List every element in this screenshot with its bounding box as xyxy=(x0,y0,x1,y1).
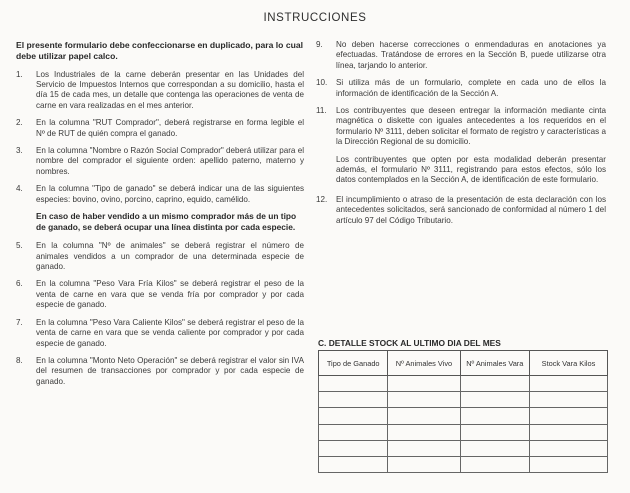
instruction-number: 12. xyxy=(316,194,328,204)
instruction-number: 4. xyxy=(16,184,23,194)
stock-cell[interactable] xyxy=(460,392,529,408)
instruction-number: 1. xyxy=(16,69,23,79)
instruction-text: El incumplimiento o atraso de la presentación de esta declaración con los antecedentes solicitados, será sancionado de conformidad al número 1 del artículo 97 del Código Tributario. xyxy=(336,194,606,225)
stock-cell[interactable] xyxy=(460,424,529,440)
stock-row xyxy=(319,456,608,472)
stock-cell[interactable] xyxy=(388,440,460,456)
instruction-number: 8. xyxy=(16,355,23,365)
stock-cell[interactable] xyxy=(388,408,460,424)
stock-cell[interactable] xyxy=(319,440,388,456)
instruction-item xyxy=(16,146,304,177)
stock-cell[interactable] xyxy=(529,456,607,472)
header-stock-vara-kilos: Stock Vara Kilos xyxy=(529,351,607,376)
instruction-text: Los contribuyentes que deseen entregar la información mediante cinta magnética o diskette con iguales antecedentes a los requeridos en el formulario Nº 3111, deben solicitar el formato de registro y características a la Dirección Regional de su domicilio. xyxy=(336,106,606,147)
stock-cell[interactable] xyxy=(388,392,460,408)
instruction-text: Los Industriales de la carne deberán presentar en las Unidades del Servicio de Impuestos Internos que correspondan a su domicilio, hasta el día 15 de cada mes, un detalle que contenga las operaciones de venta de carne en vara realizadas en el mes anterior. xyxy=(36,69,304,110)
stock-cell[interactable] xyxy=(319,456,388,472)
stock-cell[interactable] xyxy=(388,424,460,440)
instruction-number: 7. xyxy=(16,317,23,327)
instruction-number: 6. xyxy=(16,279,23,289)
instruction-item xyxy=(16,241,304,272)
instruction-text: En la columna "RUT Comprador", deberá registrarse en forma legible el Nº de RUT de quién compra el ganado. xyxy=(36,118,304,138)
instructions-left-column xyxy=(16,40,304,394)
instruction-item xyxy=(16,70,304,112)
stock-section-title: C. DETALLE STOCK AL ULTIMO DIA DEL MES xyxy=(318,338,501,348)
stock-cell[interactable] xyxy=(460,456,529,472)
instruction-item xyxy=(16,118,304,139)
stock-cell[interactable] xyxy=(529,376,607,392)
instruction-text: Si utiliza más de un formulario, complete en cada uno de ellos la información de identificación de la Sección A. xyxy=(336,78,606,98)
stock-row xyxy=(319,376,608,392)
stock-row xyxy=(319,424,608,440)
instruction-text: No deben hacerse correcciones o enmendaduras en anotaciones ya efectuadas. Tratándose de errores en la Sección B, puede utilizarse otra línea, tarjando lo anterior. xyxy=(336,40,606,70)
instruction-text: En la columna "Tipo de ganado" se deberá indicar una de las siguientes especies: bovino, ovino, porcino, caprino, equido, camélido. xyxy=(36,184,304,204)
instruction-item xyxy=(16,318,304,349)
intro-text: El presente formulario debe confeccionarse en duplicado, para lo cual debe utilizar papel calco. xyxy=(16,40,304,61)
stock-cell[interactable] xyxy=(460,440,529,456)
stock-cell[interactable] xyxy=(529,408,607,424)
instruction-item xyxy=(316,195,606,226)
stock-cell[interactable] xyxy=(319,376,388,392)
stock-cell[interactable] xyxy=(529,440,607,456)
stock-cell[interactable] xyxy=(319,408,388,424)
stock-row xyxy=(319,440,608,456)
instruction-number: 9. xyxy=(316,40,323,49)
stock-cell[interactable] xyxy=(319,424,388,440)
stock-cell[interactable] xyxy=(529,392,607,408)
stock-cell[interactable] xyxy=(529,424,607,440)
instruction-item xyxy=(316,78,606,99)
instruction-number: 3. xyxy=(16,146,23,156)
stock-table xyxy=(318,350,608,473)
instruction-text: En la columna "Nº de animales" se deberá registrar el número de animales vendidos a un comprador de una determinada especie de ganado. xyxy=(36,241,304,272)
instruction-list xyxy=(16,241,304,387)
instruction-number: 10. xyxy=(316,78,328,88)
species-note: En caso de haber vendido a un mismo comprador más de un tipo de ganado, se deberá ocupar una línea distinta por cada especie. xyxy=(36,211,297,232)
stock-cell[interactable] xyxy=(460,376,529,392)
stock-cell[interactable] xyxy=(388,456,460,472)
instruction-text: En la columna "Peso Vara Fría Kilos" se deberá registrar el peso de la venta de carne en vara que se venda fría por comprador y por cada especie de ganado. xyxy=(36,279,304,310)
instruction-number: 5. xyxy=(16,241,23,251)
instruction-text: En la columna "Nombre o Razón Social Comprador" deberá utilizar para el nombre del comprador el siguiente orden: apellido paterno, materno y nombres. xyxy=(36,146,304,176)
instruction-number: 2. xyxy=(16,118,23,128)
header-animales-vivo: Nº Animales Vivo xyxy=(388,351,460,376)
header-tipo-ganado: Tipo de Ganado xyxy=(319,351,388,376)
instruction-text: En la columna "Monto Neto Operación" se deberá registrar el valor sin IVA del resumen de transacciones por comprador y por cada especie de ganado. xyxy=(36,355,304,386)
instruction-list xyxy=(316,195,606,226)
instruction-list xyxy=(316,40,606,148)
instruction-item xyxy=(16,279,304,310)
instruction-item xyxy=(316,106,606,148)
instruction-text: En la columna "Peso Vara Caliente Kilos" se deberá registrar el peso de la venta de carne en vara que se venda caliente por comprador y por cada especie de ganado. xyxy=(36,317,304,348)
stock-header-row xyxy=(319,351,608,376)
stock-cell[interactable] xyxy=(319,392,388,408)
stock-cell[interactable] xyxy=(460,408,529,424)
header-animales-vara: Nº Animales Vara xyxy=(460,351,529,376)
stock-row xyxy=(319,392,608,408)
instruction-item xyxy=(316,40,606,71)
instruction-item xyxy=(16,356,304,387)
stock-cell[interactable] xyxy=(388,376,460,392)
instruction-item xyxy=(16,184,304,205)
instruction-number: 11. xyxy=(316,106,327,116)
page-title: INSTRUCCIONES xyxy=(263,12,367,24)
instruction-list xyxy=(16,70,304,205)
instructions-right-column xyxy=(316,40,606,233)
stock-row xyxy=(319,408,608,424)
magnetic-media-note: Los contribuyentes que opten por esta modalidad deberán presentar además, el formulario Nº 3111, registrando para estos efectos, sólo los datos contemplados en la Sección A, de identificación de este formulario. xyxy=(336,154,606,185)
